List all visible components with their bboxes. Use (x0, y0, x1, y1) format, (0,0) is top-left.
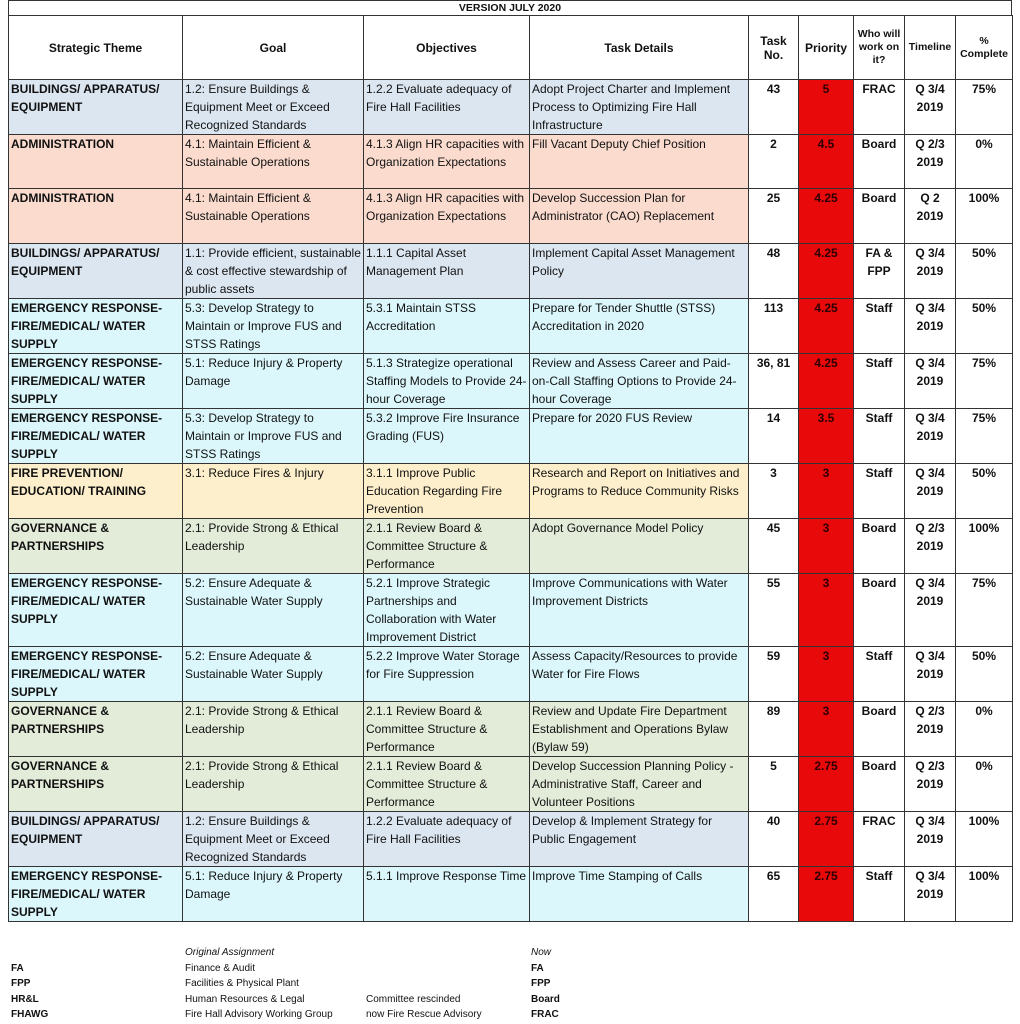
table-row (9, 135, 1013, 189)
legend-now-value: Board (531, 993, 560, 1005)
cell-priority: 3 (799, 573, 854, 646)
cell-goal: 1.2: Ensure Buildings & Equipment Meet or Exceed Recognized Standards (183, 811, 364, 866)
cell-priority: 4.25 (799, 189, 854, 243)
cell-task-no: 55 (749, 573, 799, 646)
cell-task-details: Improve Communications with Water Improvement Districts (530, 573, 749, 646)
cell-percent-complete: 50% (956, 463, 1013, 518)
cell-timeline: Q 3/4 2019 (905, 353, 956, 408)
legend-original-assignment (185, 945, 333, 1023)
table-row (9, 866, 1013, 921)
cell-percent-complete: 100% (956, 811, 1013, 866)
cell-task-details: Develop & Implement Strategy for Public Engagement (530, 811, 749, 866)
cell-task-details: Develop Succession Plan for Administrator (CAO) Replacement (530, 189, 749, 243)
cell-strategic-theme: EMERGENCY RESPONSE- FIRE/MEDICAL/ WATER SUPPLY (9, 646, 183, 701)
cell-percent-complete: 0% (956, 756, 1013, 811)
cell-task-details: Develop Succession Planning Policy - Administrative Staff, Career and Volunteer Positions (530, 756, 749, 811)
cell-percent-complete: 75% (956, 408, 1013, 463)
cell-strategic-theme: BUILDINGS/ APPARATUS/ EQUIPMENT (9, 811, 183, 866)
cell-task-details: Adopt Governance Model Policy (530, 518, 749, 573)
cell-priority: 2.75 (799, 866, 854, 921)
cell-priority: 4.25 (799, 243, 854, 298)
cell-strategic-theme: FIRE PREVENTION/ EDUCATION/ TRAINING (9, 463, 183, 518)
cell-timeline: Q 2 2019 (905, 189, 956, 243)
cell-objective: 5.3.2 Improve Fire Insurance Grading (FUS) (364, 408, 530, 463)
cell-timeline: Q 3/4 2019 (905, 463, 956, 518)
cell-percent-complete: 0% (956, 701, 1013, 756)
cell-task-details: Prepare for 2020 FUS Review (530, 408, 749, 463)
cell-who: Board (854, 135, 905, 189)
cell-percent-complete: 50% (956, 646, 1013, 701)
cell-task-no: 59 (749, 646, 799, 701)
cell-strategic-theme: GOVERNANCE & PARTNERSHIPS (9, 518, 183, 573)
cell-timeline: Q 2/3 2019 (905, 135, 956, 189)
cell-who: Staff (854, 866, 905, 921)
cell-goal: 5.2: Ensure Adequate & Sustainable Water Supply (183, 573, 364, 646)
cell-strategic-theme: GOVERNANCE & PARTNERSHIPS (9, 701, 183, 756)
cell-objective: 4.1.3 Align HR capacities with Organization Expectations (364, 135, 530, 189)
cell-percent-complete: 100% (956, 518, 1013, 573)
strategic-plan-table (8, 15, 1013, 922)
cell-task-details: Implement Capital Asset Management Policy (530, 243, 749, 298)
cell-timeline: Q 3/4 2019 (905, 573, 956, 646)
cell-timeline: Q 3/4 2019 (905, 811, 956, 866)
cell-goal: 5.3: Develop Strategy to Maintain or Improve FUS and STSS Ratings (183, 408, 364, 463)
cell-timeline: Q 2/3 2019 (905, 518, 956, 573)
cell-who: Board (854, 573, 905, 646)
table-row (9, 701, 1013, 756)
legend-abbr: FA (11, 962, 24, 974)
cell-priority: 4.25 (799, 298, 854, 353)
cell-strategic-theme: ADMINISTRATION (9, 189, 183, 243)
cell-goal: 2.1: Provide Strong & Ethical Leadership (183, 701, 364, 756)
cell-priority: 3.5 (799, 408, 854, 463)
legend-abbr: FPP (11, 978, 31, 989)
cell-strategic-theme: BUILDINGS/ APPARATUS/ EQUIPMENT (9, 80, 183, 135)
cell-who: Board (854, 756, 905, 811)
cell-timeline: Q 3/4 2019 (905, 298, 956, 353)
cell-objective: 5.2.1 Improve Strategic Partnerships and Collaboration with Water Improvement District (364, 573, 530, 646)
legend-note: Committee rescinded (366, 993, 461, 1005)
legend-original: Human Resources & Legal (185, 993, 305, 1005)
cell-objective: 2.1.1 Review Board & Committee Structure & Performance (364, 701, 530, 756)
cell-timeline: Q 2/3 2019 (905, 701, 956, 756)
cell-who: Staff (854, 353, 905, 408)
table-row (9, 298, 1013, 353)
cell-timeline: Q 3/4 2019 (905, 80, 956, 135)
cell-objective: 5.1.1 Improve Response Time (364, 866, 530, 921)
cell-percent-complete: 0% (956, 135, 1013, 189)
legend-now-value: FA (531, 962, 544, 974)
cell-goal: 4.1: Maintain Efficient & Sustainable Operations (183, 135, 364, 189)
cell-timeline: Q 3/4 2019 (905, 408, 956, 463)
cell-strategic-theme: EMERGENCY RESPONSE- FIRE/MEDICAL/ WATER SUPPLY (9, 353, 183, 408)
table-row (9, 811, 1013, 866)
table-row (9, 353, 1013, 408)
cell-priority: 2.75 (799, 756, 854, 811)
legend-notes (366, 945, 482, 1023)
cell-objective: 4.1.3 Align HR capacities with Organization Expectations (364, 189, 530, 243)
cell-task-no: 3 (749, 463, 799, 518)
cell-priority: 2.75 (799, 811, 854, 866)
cell-priority: 3 (799, 518, 854, 573)
cell-goal: 5.1: Reduce Injury & Property Damage (183, 866, 364, 921)
legend-abbreviations (11, 945, 48, 1023)
cell-priority: 4.5 (799, 135, 854, 189)
cell-strategic-theme: EMERGENCY RESPONSE- FIRE/MEDICAL/ WATER SUPPLY (9, 573, 183, 646)
cell-percent-complete: 50% (956, 298, 1013, 353)
cell-who: Staff (854, 646, 905, 701)
cell-who: Board (854, 189, 905, 243)
cell-objective: 5.2.2 Improve Water Storage for Fire Suppression (364, 646, 530, 701)
cell-who: FA & FPP (854, 243, 905, 298)
cell-task-no: 14 (749, 408, 799, 463)
legend-original: Fire Hall Advisory Working Group (185, 1009, 333, 1020)
header-timeline: Timeline (905, 16, 956, 80)
cell-objective: 2.1.1 Review Board & Committee Structure & Performance (364, 756, 530, 811)
cell-strategic-theme: ADMINISTRATION (9, 135, 183, 189)
cell-objective: 5.1.3 Strategize operational Staffing Models to Provide 24-hour Coverage (364, 353, 530, 408)
cell-percent-complete: 100% (956, 189, 1013, 243)
cell-who: Staff (854, 408, 905, 463)
legend-original-header: Original Assignment (185, 947, 275, 958)
cell-objective: 1.2.2 Evaluate adequacy of Fire Hall Facilities (364, 80, 530, 135)
cell-task-no: 2 (749, 135, 799, 189)
cell-who: Board (854, 518, 905, 573)
table-row (9, 243, 1013, 298)
cell-goal: 2.1: Provide Strong & Ethical Leadership (183, 756, 364, 811)
cell-priority: 3 (799, 646, 854, 701)
header-who: Who will work on it? (854, 16, 905, 80)
cell-timeline: Q 3/4 2019 (905, 243, 956, 298)
legend-original: Finance & Audit (185, 962, 256, 974)
cell-strategic-theme: GOVERNANCE & PARTNERSHIPS (9, 756, 183, 811)
header-objectives: Objectives (364, 16, 530, 80)
cell-task-no: 5 (749, 756, 799, 811)
cell-strategic-theme: EMERGENCY RESPONSE- FIRE/MEDICAL/ WATER SUPPLY (9, 298, 183, 353)
header-task-details: Task Details (530, 16, 749, 80)
legend-note (366, 961, 482, 977)
table-row (9, 756, 1013, 811)
cell-objective: 1.2.2 Evaluate adequacy of Fire Hall Facilities (364, 811, 530, 866)
cell-priority: 3 (799, 701, 854, 756)
cell-goal: 5.3: Develop Strategy to Maintain or Improve FUS and STSS Ratings (183, 298, 364, 353)
cell-task-details: Review and Update Fire Department Establishment and Operations Bylaw (Bylaw 59) (530, 701, 749, 756)
cell-task-details: Review and Assess Career and Paid-on-Call Staffing Options to Provide 24-hour Coverage (530, 353, 749, 408)
cell-priority: 4.25 (799, 353, 854, 408)
legend-note: now Fire Rescue Advisory (366, 1009, 482, 1020)
legend-now-header: Now (531, 947, 552, 958)
cell-task-details: Improve Time Stamping of Calls (530, 866, 749, 921)
table-row (9, 80, 1013, 135)
legend-original: Facilities & Physical Plant (185, 978, 299, 989)
cell-percent-complete: 100% (956, 866, 1013, 921)
cell-objective: 5.3.1 Maintain STSS Accreditation (364, 298, 530, 353)
cell-task-no: 45 (749, 518, 799, 573)
cell-goal: 5.1: Reduce Injury & Property Damage (183, 353, 364, 408)
cell-timeline: Q 3/4 2019 (905, 646, 956, 701)
cell-task-details: Adopt Project Charter and Implement Process to Optimizing Fire Hall Infrastructure (530, 80, 749, 135)
cell-task-no: 36, 81 (749, 353, 799, 408)
table-row (9, 189, 1013, 243)
header-task-no: Task No. (749, 16, 799, 80)
cell-priority: 3 (799, 463, 854, 518)
cell-strategic-theme: BUILDINGS/ APPARATUS/ EQUIPMENT (9, 243, 183, 298)
cell-goal: 4.1: Maintain Efficient & Sustainable Operations (183, 189, 364, 243)
cell-task-no: 43 (749, 80, 799, 135)
legend-abbr: HR&L (11, 993, 39, 1005)
header-strategic-theme: Strategic Theme (9, 16, 183, 80)
cell-objective: 2.1.1 Review Board & Committee Structure & Performance (364, 518, 530, 573)
cell-task-no: 25 (749, 189, 799, 243)
cell-percent-complete: 75% (956, 573, 1013, 646)
header-row (9, 16, 1013, 80)
cell-timeline: Q 3/4 2019 (905, 866, 956, 921)
header-goal: Goal (183, 16, 364, 80)
cell-task-no: 40 (749, 811, 799, 866)
cell-strategic-theme: EMERGENCY RESPONSE- FIRE/MEDICAL/ WATER SUPPLY (9, 408, 183, 463)
cell-task-no: 113 (749, 298, 799, 353)
cell-task-no: 89 (749, 701, 799, 756)
cell-task-details: Prepare for Tender Shuttle (STSS) Accreditation in 2020 (530, 298, 749, 353)
cell-task-details: Assess Capacity/Resources to provide Water for Fire Flows (530, 646, 749, 701)
cell-goal: 2.1: Provide Strong & Ethical Leadership (183, 518, 364, 573)
cell-objective: 1.1.1 Capital Asset Management Plan (364, 243, 530, 298)
cell-percent-complete: 50% (956, 243, 1013, 298)
cell-who: FRAC (854, 80, 905, 135)
header-percent-complete: % Complete (956, 16, 1013, 80)
cell-goal: 5.2: Ensure Adequate & Sustainable Water Supply (183, 646, 364, 701)
table-row (9, 463, 1013, 518)
legend-note (366, 976, 482, 992)
table-row (9, 518, 1013, 573)
cell-task-details: Research and Report on Initiatives and Programs to Reduce Community Risks (530, 463, 749, 518)
legend-now-value: FPP (531, 978, 551, 989)
version-label: VERSION JULY 2020 (8, 0, 1012, 15)
legend-abbr: FHAWG (11, 1009, 49, 1020)
cell-priority: 5 (799, 80, 854, 135)
cell-goal: 3.1: Reduce Fires & Injury (183, 463, 364, 518)
cell-percent-complete: 75% (956, 80, 1013, 135)
cell-task-no: 65 (749, 866, 799, 921)
cell-task-no: 48 (749, 243, 799, 298)
legend-now (531, 945, 560, 1023)
cell-who: Board (854, 701, 905, 756)
cell-objective: 3.1.1 Improve Public Education Regarding Fire Prevention (364, 463, 530, 518)
cell-percent-complete: 75% (956, 353, 1013, 408)
cell-strategic-theme: EMERGENCY RESPONSE- FIRE/MEDICAL/ WATER SUPPLY (9, 866, 183, 921)
cell-timeline: Q 2/3 2019 (905, 756, 956, 811)
header-priority: Priority (799, 16, 854, 80)
cell-who: Staff (854, 298, 905, 353)
table-row (9, 573, 1013, 646)
cell-goal: 1.2: Ensure Buildings & Equipment Meet or Exceed Recognized Standards (183, 80, 364, 135)
cell-who: FRAC (854, 811, 905, 866)
cell-who: Staff (854, 463, 905, 518)
cell-goal: 1.1: Provide efficient, sustainable & cost effective stewardship of public assets (183, 243, 364, 298)
cell-task-details: Fill Vacant Deputy Chief Position (530, 135, 749, 189)
table-row (9, 646, 1013, 701)
legend-now-value: FRAC (531, 1009, 559, 1020)
table-row (9, 408, 1013, 463)
